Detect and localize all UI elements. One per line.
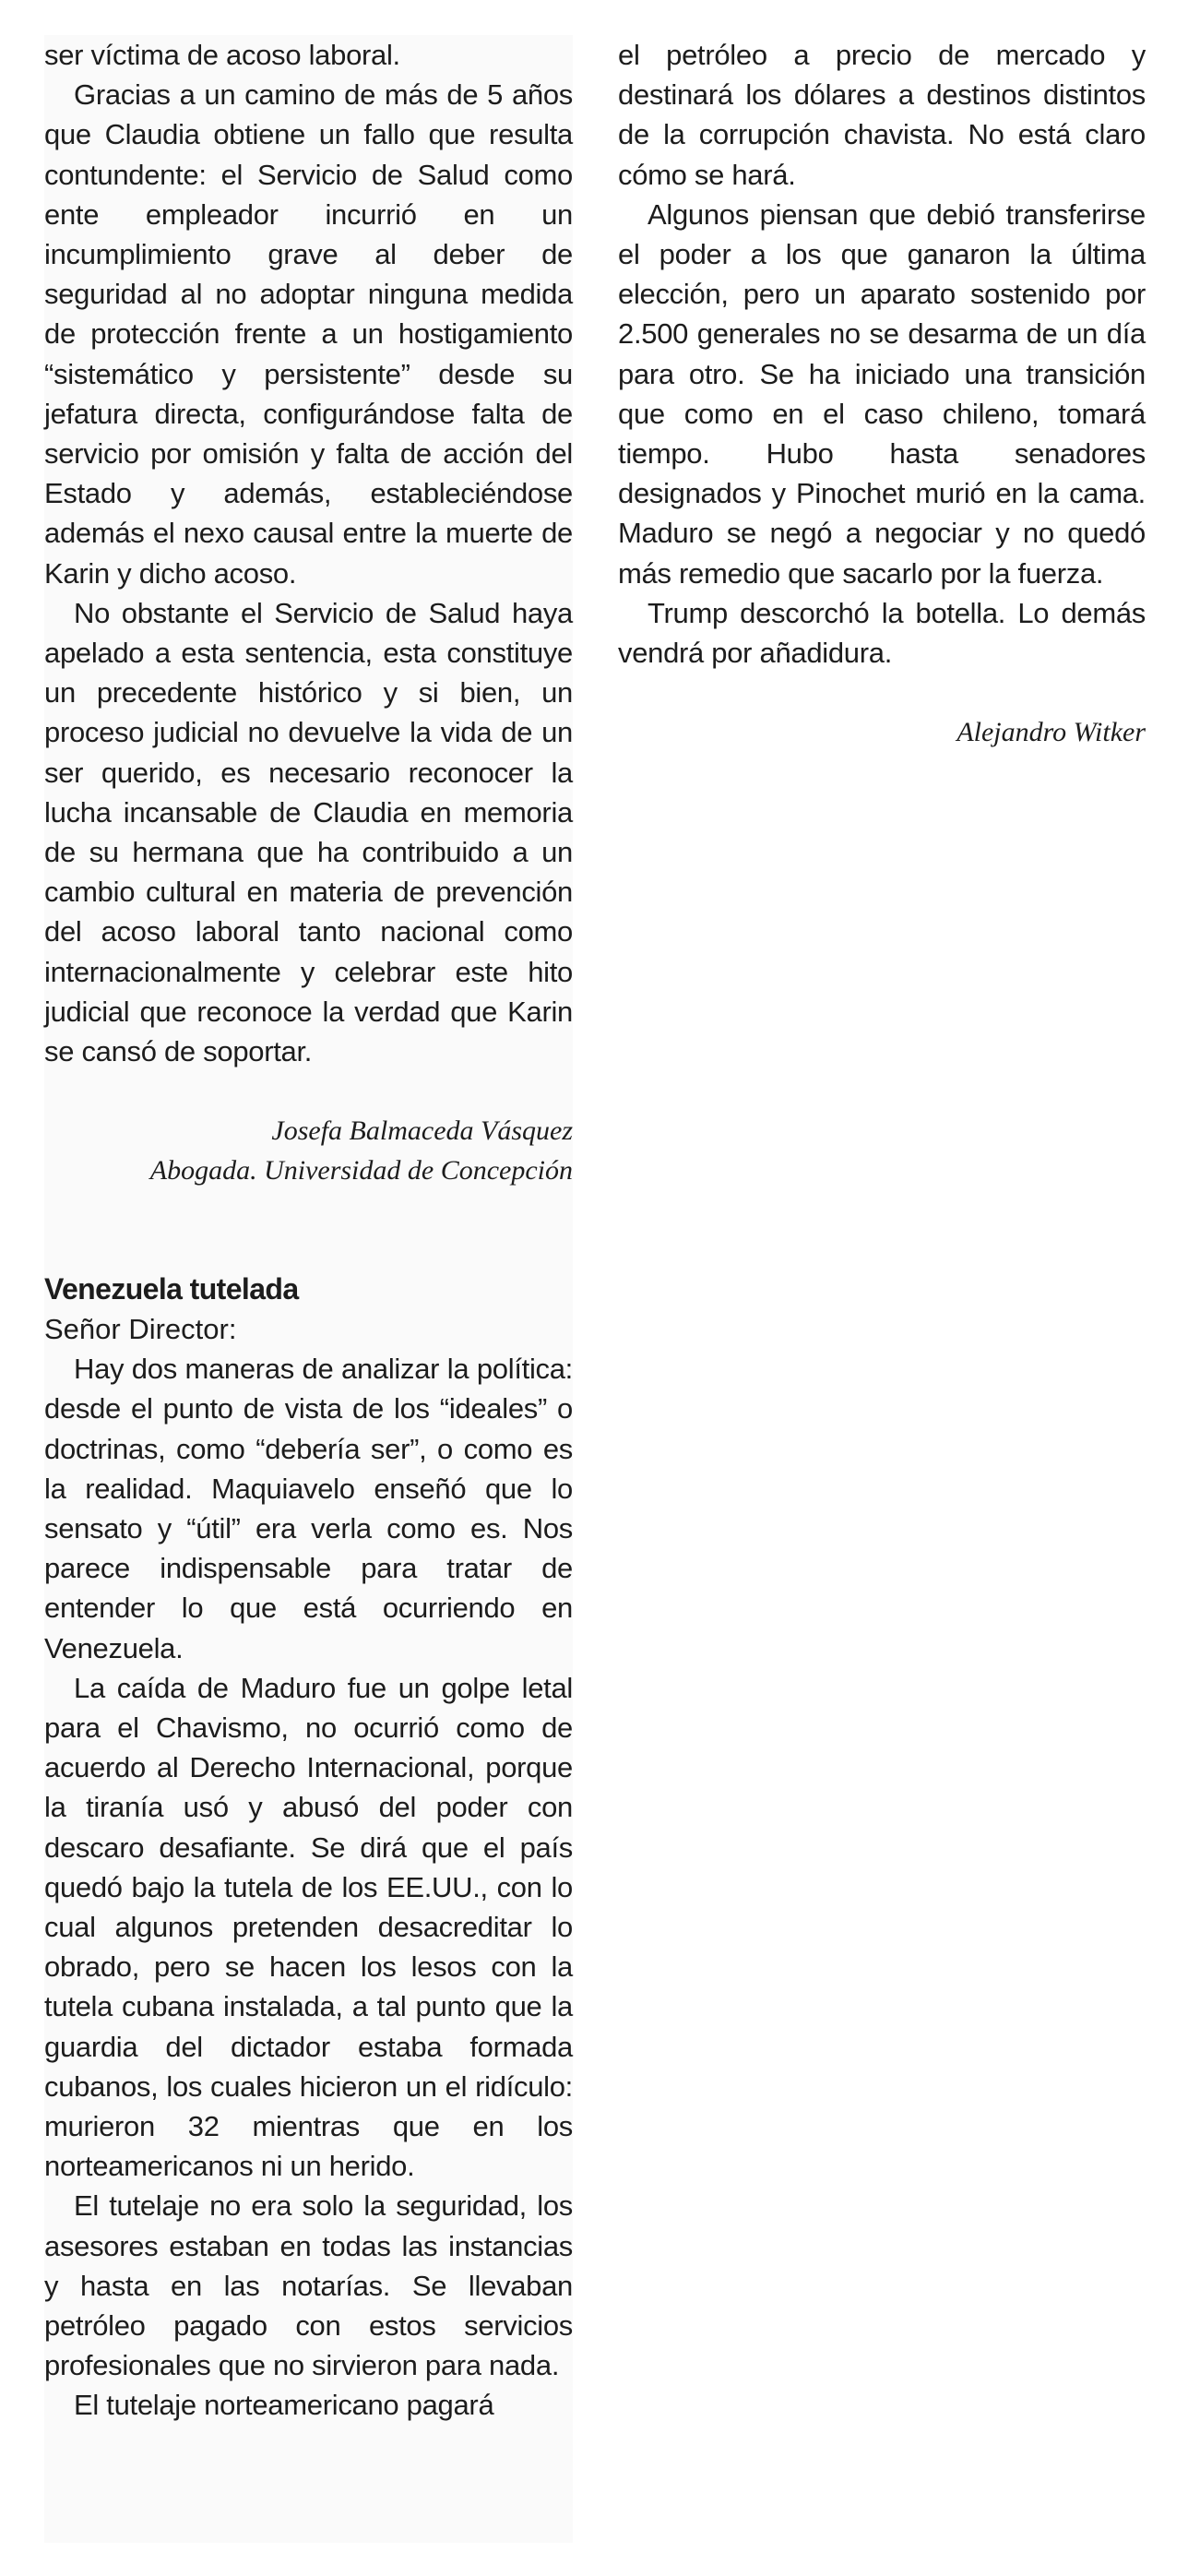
signature-name: Josefa Balmaceda Vásquez bbox=[271, 1115, 573, 1147]
left-column bbox=[44, 35, 573, 2543]
paragraph: Hay dos maneras de analizar la política: desde el punto de vista de los “ideales” o doctrinas, como “debería ser”, o como es la realidad. Maquiavelo enseñó que lo sensato y “útil” era verla como es. Nos parece indispensable para tratar de entender lo que está ocurriendo en Venezuela. bbox=[44, 1353, 573, 1664]
paragraph: El tutelaje no era solo la seguridad, los asesores estaban en todas las instancias y hasta en las notarías. Se llevaban petróleo pagado con estos servicios profesionales que no sirvieron para nada. bbox=[44, 2189, 573, 2382]
paragraph: Gracias a un camino de más de 5 años que Claudia obtiene un fallo que resulta contundente: el Servicio de Salud como ente empleador incurrió en un incumplimiento grave al deber de seguridad al no adoptar ninguna medida de protección frente a un hostigamiento “sistemático y persistente” desde su jefatura directa, configurándose falta de servicio por omisión y falta de acción del Estado y además, estableciéndose además el nexo causal entre la muerte de Karin y dicho acoso. bbox=[44, 78, 573, 590]
letter-acoso-laboral bbox=[44, 35, 573, 1191]
letter-venezuela-continued bbox=[618, 35, 1146, 752]
salutation: Señor Director: bbox=[44, 1312, 237, 1345]
letter-headline: Venezuela tutelada bbox=[44, 1271, 299, 1306]
paragraph: La caída de Maduro fue un golpe letal para el Chavismo, no ocurrió como de acuerdo al Derecho Internacional, porque la tiranía usó y abusó del poder con descaro desafiante. Se dirá que el país quedó bajo la tutela de los EE.UU., con lo cual algunos pretenden desacreditar lo obrado, pero se hacen los lesos con la tutela cubana instalada, a tal punto que la guardia del dictador estaba formada cubanos, los cuales hicieron un el ridículo: murieron 32 mientras que en los norteamericanos ni un herido. bbox=[44, 1671, 573, 2183]
signature-title: Abogada. Universidad de Concepción bbox=[149, 1155, 573, 1187]
paragraph: Trump descorchó la botella. Lo demás vendrá por añadidura. bbox=[618, 596, 1146, 670]
paragraph: El tutelaje norteamericano pagará bbox=[74, 2389, 494, 2422]
signature-name: Alejandro Witker bbox=[956, 717, 1146, 748]
paragraph: No obstante el Servicio de Salud haya apelado a esta sentencia, esta constituye un precedente histórico y si bien, un proceso judicial no devuelve la vida de un ser querido, es necesario reconocer la lucha incansable de Claudia en memoria de su hermana que ha contribuido a un cambio cultural en materia de prevención del acoso laboral tanto nacional como internacionalmente y celebrar este hito judicial que reconoce la verdad que Karin se cansó de soportar. bbox=[44, 596, 573, 1068]
spacer bbox=[44, 1191, 573, 1270]
paragraph: Algunos piensan que debió transferirse el poder a los que ganaron la última elección, pero un aparato sostenido por 2.500 generales no se desarma de un día para otro. Se ha iniciado una transición que como en el caso chileno, tomará tiempo. Hubo hasta senadores designados y Pinochet murió en la cama. Maduro se negó a negociar y no quedó más remedio que sacarlo por la fuerza. bbox=[618, 197, 1146, 590]
paragraph: el petróleo a precio de mercado y destinará los dólares a destinos distintos de la corrupción chavista. No está claro cómo se hará. bbox=[618, 39, 1146, 191]
letter-venezuela-tutelada bbox=[44, 1270, 573, 2426]
spacer bbox=[44, 1071, 573, 1111]
paragraph: ser víctima de acoso laboral. bbox=[44, 39, 400, 71]
right-column bbox=[618, 35, 1146, 752]
spacer bbox=[618, 673, 1146, 712]
